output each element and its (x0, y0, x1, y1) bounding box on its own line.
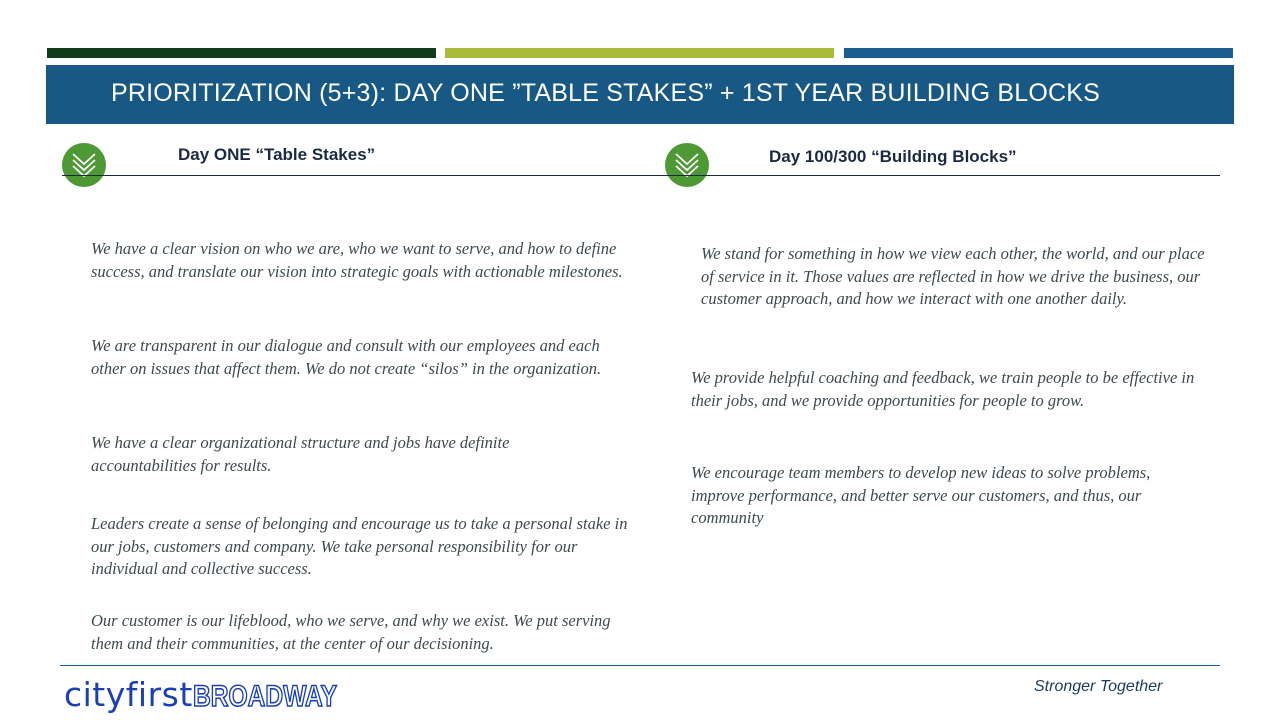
footer-divider (60, 665, 1220, 666)
right-item-coaching: We provide helpful coaching and feedback, we train people to be effective in their jobs, and we provide opportunities for people to grow. (691, 368, 1195, 410)
title-band (46, 65, 1234, 124)
left-item-vision: We have a clear vision on who we are, who we want to serve, and how to define success, and translate our vision into strategic goals with actionable milestones. (91, 239, 623, 281)
logo-text-cityfirst: cityfirst (64, 675, 193, 714)
right-item-innovation: We encourage team members to develop new ideas to solve problems, improve performance, and better serve our customers, and thus, our community (691, 463, 1151, 527)
double-chevron-down-icon (665, 143, 709, 187)
slide-title: PRIORITIZATION (5+3): DAY ONE ”TABLE STAKES” + 1ST YEAR BUILDING BLOCKS (111, 79, 1100, 107)
footer-tagline: Stronger Together (1034, 678, 1163, 695)
right-item-values: We stand for something in how we view each other, the world, and our place of service in it. Those values are reflected in how we drive the business, our customer approach, and how we interact with one another daily. (701, 244, 1205, 308)
left-item-belonging: Leaders create a sense of belonging and encourage us to take a personal stake in our jobs, customers and company. We take personal responsibility for our individual and collective success. (91, 514, 628, 578)
left-item-customer: Our customer is our lifeblood, who we serve, and why we exist. We put serving them and their communities, at the center of our decisioning. (91, 611, 611, 653)
cityfirst-broadway-logo (64, 675, 368, 719)
left-column-heading: Day ONE “Table Stakes” (178, 145, 376, 164)
right-column-heading: Day 100/300 “Building Blocks” (769, 147, 1017, 166)
logo-text-broadway: BROADWAY (192, 680, 337, 713)
left-item-structure: We have a clear organizational structure and jobs have definite accountabilities for results. (91, 433, 510, 475)
left-item-transparency: We are transparent in our dialogue and consult with our employees and each other on issues that affect them. We do not create “silos” in the organization. (91, 336, 602, 378)
accent-bar-dark-green (47, 48, 436, 58)
accent-bar-lime (445, 48, 834, 58)
accent-bar-blue (844, 48, 1233, 58)
heading-divider (62, 175, 1220, 176)
double-chevron-down-icon (62, 143, 106, 187)
